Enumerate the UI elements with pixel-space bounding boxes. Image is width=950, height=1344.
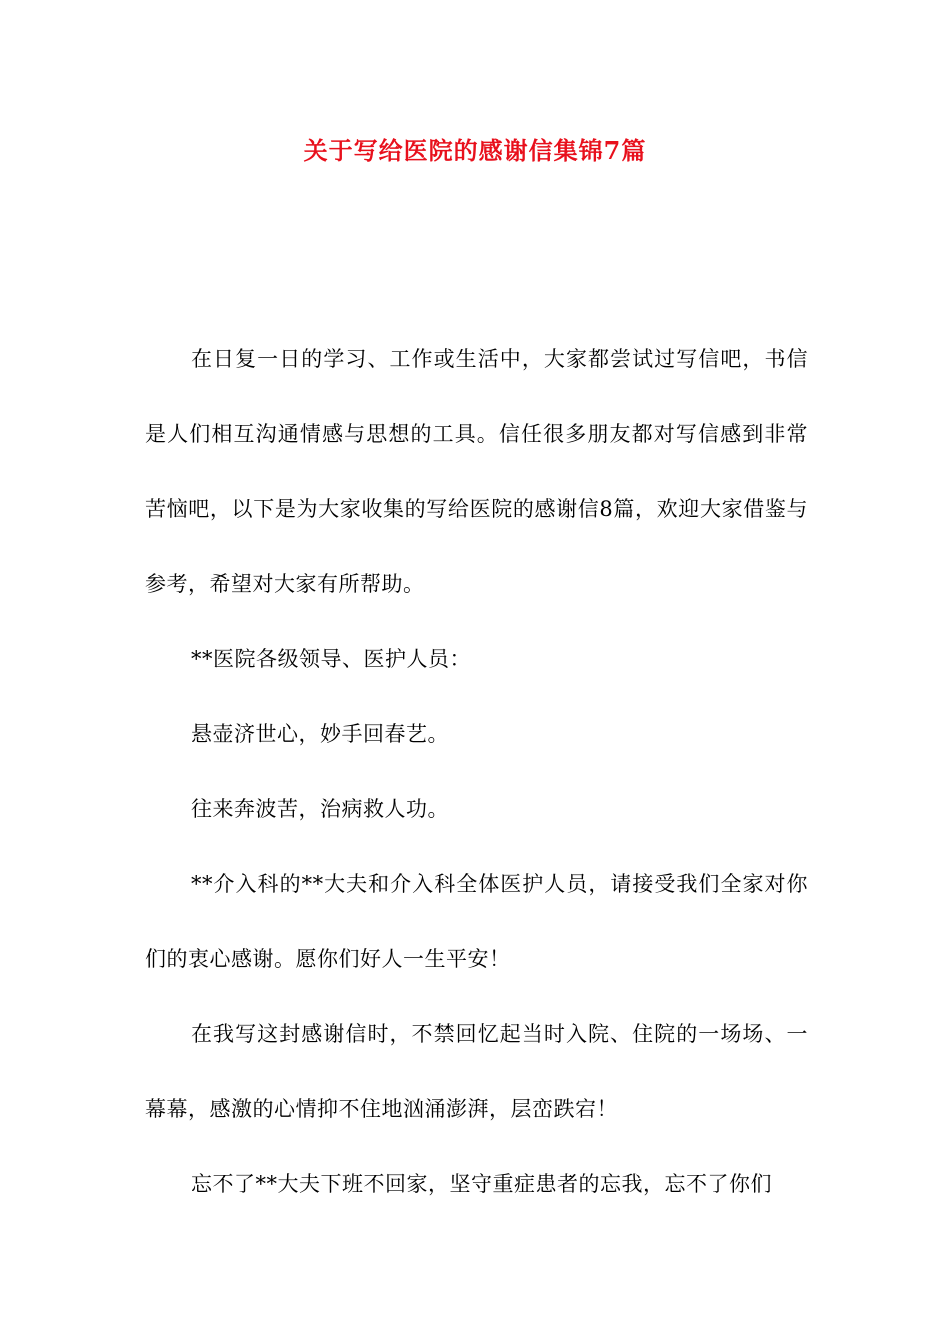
salutation-paragraph: **医院各级领导、医护人员： <box>191 647 471 671</box>
memory-paragraph: 在我写这封感谢信时，不禁回忆起当时入院、住院的一场场、一幕幕，感激的心情抑不住地汹涌澎湃，层峦跌宕！ <box>145 1022 808 1121</box>
document-body <box>145 322 808 1222</box>
intro-paragraph: 在日复一日的学习、工作或生活中，大家都尝试过写信吧，书信是人们相互沟通情感与思想的工具。信任很多朋友都对写信感到非常苦恼吧，以下是为大家收集的写给医院的感谢信8篇，欢迎大家借鉴与参考，希望对大家有所帮助。 <box>145 347 808 596</box>
document-title: 关于写给医院的感谢信集锦7篇 <box>303 136 647 165</box>
verse-line-2: 往来奔波苦，治病救人功。 <box>191 797 449 821</box>
recall-paragraph: 忘不了**大夫下班不回家，坚守重症患者的忘我，忘不了你们 <box>191 1172 772 1196</box>
thanks-paragraph: **介入科的**大夫和介入科全体医护人员，请接受我们全家对你们的衷心感谢。愿你们好人一生平安！ <box>145 872 808 971</box>
verse-line-1: 悬壶济世心，妙手回春艺。 <box>191 722 449 746</box>
